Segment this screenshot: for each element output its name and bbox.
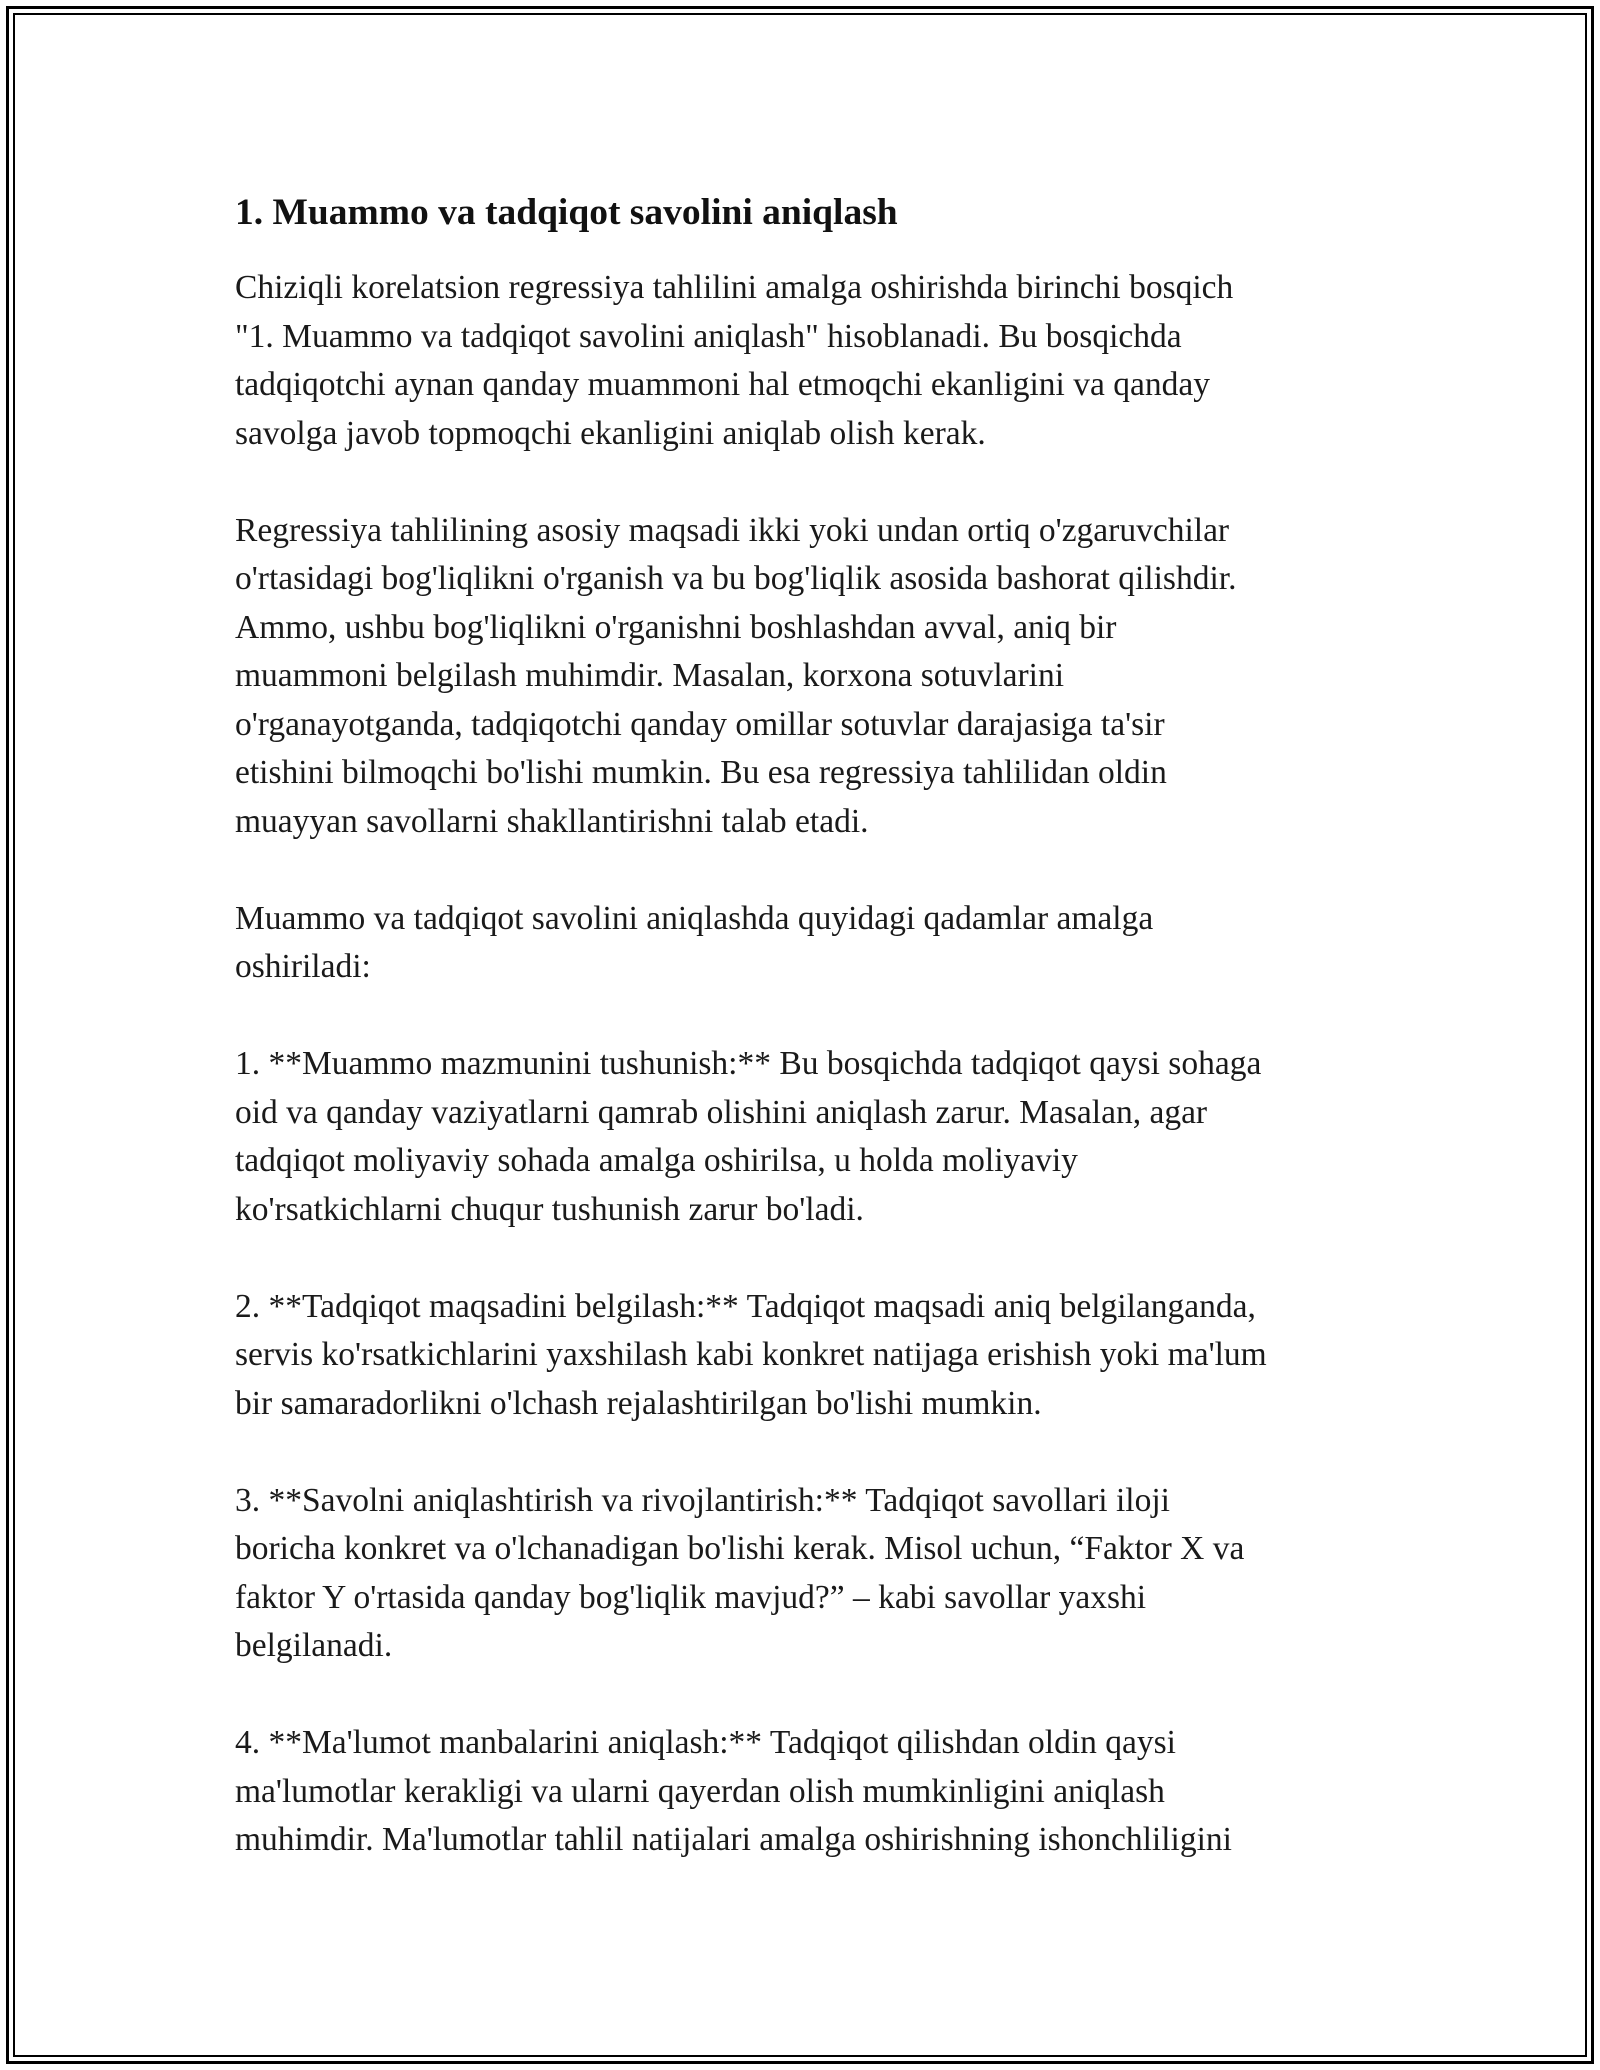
document-body	[235, 188, 1380, 1865]
list-item-step-3: 3. **Savolni aniqlashtirish va rivojlantirish:** Tadqiqot savollari iloji boricha konkret va o'lchanadigan bo'lishi kerak. Misol uchun, “Faktor X va faktor Y o'rtasida qanday bog'liqlik mavjud?” – kabi savollar yaxshi belgilanadi.	[235, 1481, 1245, 1664]
paragraph-intro: Chiziqli korelatsion regressiya tahlilini amalga oshirishda birinchi bosqich "1. Muammo va tadqiqot savolini aniqlash" hisoblanadi. Bu bosqichda tadqiqotchi aynan qanday muammoni hal etmoqchi ekanligini va qanday savolga javob topmoqchi ekanligini aniqlab olish kerak.	[235, 269, 1234, 452]
list-item-step-2: 2. **Tadqiqot maqsadini belgilash:** Tadqiqot maqsadi aniq belgilanganda, servis ko'rsatkichlarini yaxshilash kabi konkret natijaga erishish yoki ma'lum bir samaradorlikni o'lchash rejalashtirilgan bo'lishi mumkin.	[235, 1287, 1267, 1422]
section-heading: 1. Muammo va tadqiqot savolini aniqlash	[235, 192, 898, 233]
list-item-step-1: 1. **Muammo mazmunini tushunish:** Bu bosqichda tadqiqot qaysi sohaga oid va qanday vaziyatlarni qamrab olishini aniqlash zarur. Masalan, agar tadqiqot moliyaviy sohada amalga oshirilsa, u holda moliyaviy ko'rsatkichlarni chuqur tushunish zarur bo'ladi.	[235, 1045, 1262, 1228]
list-item-step-4: 4. **Ma'lumot manbalarini aniqlash:** Tadqiqot qilishdan oldin qaysi ma'lumotlar kerakligi va ularni qayerdan olish mumkinligini aniqlash muhimdir. Ma'lumotlar tahlil natijalari amalga oshirishning ishonchliligini	[235, 1724, 1232, 1858]
paragraph-regression-purpose: Regressiya tahlilining asosiy maqsadi ikki yoki undan ortiq o'zgaruvchilar o'rtasidagi bog'liqlikni o'rganish va bu bog'liqlik asosida bashorat qilishdir. Ammo, ushbu bog'liqlikni o'rganishni boshlashdan avval, aniq bir muammoni belgilash muhimdir. Masalan, korxona sotuvlarini o'rganayotganda, tadqiqotchi qanday omillar sotuvlar darajasiga ta'sir etishini bilmoqchi bo'lishi mumkin. Bu esa regressiya tahlilidan oldin muayyan savollarni shakllantirishni talab etadi.	[235, 511, 1237, 840]
paragraph-steps-intro: Muammo va tadqiqot savolini aniqlashda quyidagi qadamlar amalga oshiriladi:	[235, 899, 1154, 985]
